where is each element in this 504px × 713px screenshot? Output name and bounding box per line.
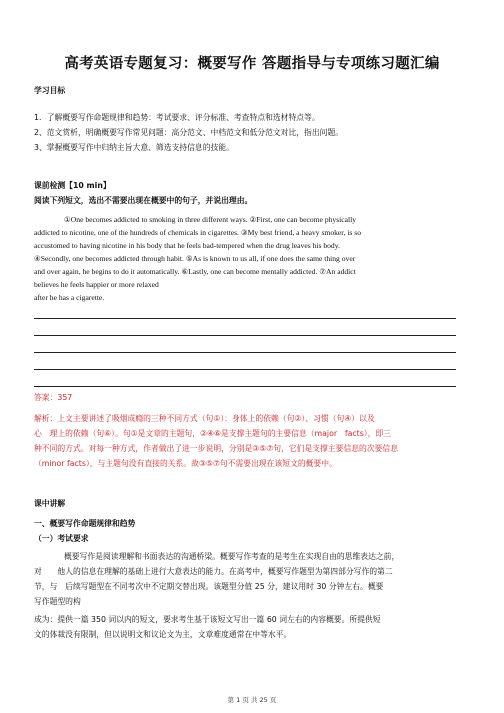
passage-line: ①One becomes addicted to smoking in three different ways. ②First, one can become physically (64, 215, 357, 224)
section1-heading: 一、概要写作命题规律和趋势 (34, 519, 136, 528)
answer-line (34, 335, 456, 336)
passage-line: and over again, he begins to do it automatically. ⑥Lastly, one can become mentally addicted. ⑦An addict (34, 267, 356, 276)
goal-item: 2、范文赏析，明确概要写作常见问题：高分范文、中档范文和低分范文对比，指出问题。 (34, 128, 344, 137)
section1-subheading: （一）考试要求 (34, 534, 89, 543)
goal-item: 1．了解概要写作命题规律和趋势：考试要求、评分标准、考查特点和选材特点等。 (34, 113, 320, 122)
analysis-line: （minor facts），与主题句没有直接的关系。故③⑤⑦句不需要出现在该短文的概要中。 (34, 459, 337, 468)
precheck-instruction: 阅读下列短文，选出不需要出现在概要中的句子，并说出理由。 (34, 196, 253, 205)
body-line: 写作题型的构 (34, 597, 81, 606)
body-line: 文的体裁没有限制，但以说明文和议论文为主，文章难度通常在中等水平。 (34, 630, 292, 639)
passage-line: believes he feels happier or more relaxed (34, 280, 159, 289)
answer-line (34, 318, 456, 319)
analysis-line: 解析：上文主要讲述了吸烟成瘾的三种不同方式（句①）：身体上的依赖（句②）、习惯（句④）以及 (34, 414, 375, 423)
goal-item: 3、掌握概要写作中归纳主旨大意、筛选支持信息的技能。 (34, 143, 234, 152)
precheck-heading: 课前检测【10 min】 (34, 181, 111, 190)
passage-line: accustomed to having nicotine in his body that he feels bad-tempered when the drug leaves his body. (34, 241, 340, 250)
answer-line (34, 352, 456, 353)
answer-line (34, 369, 456, 370)
page-footer: 第 1 页 共 25 页 (227, 696, 277, 704)
body-line: 对 他人的信息在理解的基础上进行大意表达的能力。在高考中，概要写作题型为第四部分写作的第二 (34, 567, 393, 576)
passage-line: after he has a cigarette. (34, 293, 105, 302)
body-line: 概要写作是阅读理解和书面表达的沟通桥梁。概要写作考查的是考生在实现自由的思维表达之前， (64, 552, 400, 561)
answer-line (34, 386, 456, 387)
body-line: 节，与 后续写题型在不同考次中不定期交替出现。该题型分值 25 分，建议用时 30 分钟左右。概要 (34, 582, 384, 591)
passage-line: addicted to nicotine, one of the hundreds of chemicals in cigarettes. ③My best friend, a heavy smoker, is so (34, 228, 362, 237)
passage-line: ④Secondly, one becomes addicted through habit. ⑤As is known to us all, if one does the same thing over (34, 254, 356, 263)
answer-text: 答案：357 (34, 393, 73, 402)
analysis-line: 种不同的方式。对每一种方式，作者做出了进一步说明，分别是③⑤⑦句，它们是支撑主要信息的次要信息 (34, 444, 399, 453)
body-line: 成为：提供一篇 350 词以内的短文，要求考生基于该短文写出一篇 60 词左右的内容概要。所提供短 (34, 615, 381, 624)
analysis-line: 心 理上的依赖（句⑥）。句①是文章的主题句，②④⑥是支撑主题句的主要信息（major facts），即三 (34, 429, 392, 438)
document-title: 高考英语专题复习：概要写作 答题指导与专项练习题汇编 (64, 56, 440, 72)
lecture-heading: 课中讲解 (34, 499, 66, 508)
goals-heading: 学习目标 (34, 86, 66, 95)
